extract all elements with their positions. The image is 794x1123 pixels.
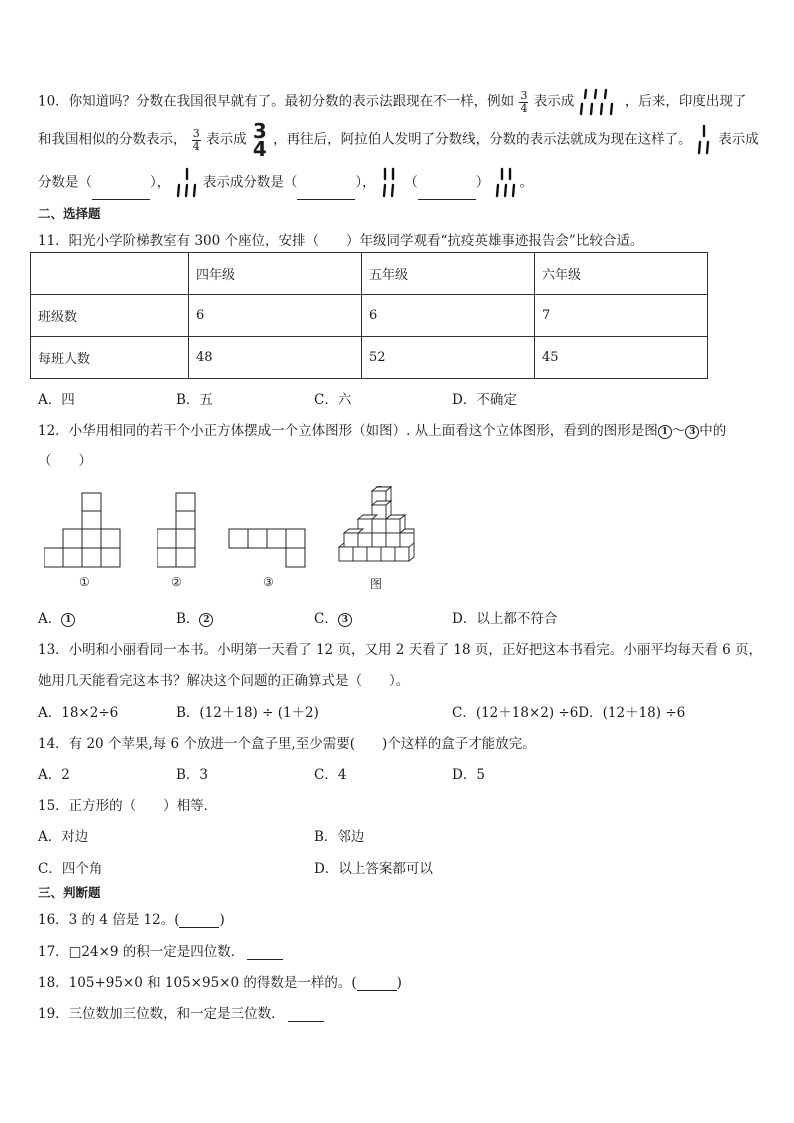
section-heading-choice: 二、选择题 — [38, 206, 101, 221]
indian-fraction-glyph — [252, 119, 267, 161]
q16-text: ) — [219, 912, 225, 928]
answer-blank[interactable] — [247, 945, 283, 960]
table-cell: 7 — [535, 295, 708, 337]
big-den: 4 — [252, 137, 267, 161]
table-cell: 班级数 — [31, 295, 189, 337]
table-cell: 6 — [189, 295, 362, 337]
figure-label-2: ② — [171, 575, 182, 589]
q10-text: 表示成 — [533, 93, 575, 110]
fraction-three-quarters — [519, 90, 528, 115]
question-13-line-1: 13．小明和小丽看同一本书。小明第一天看了 12 页，又用 2 天看了 18 页，正好把这本书看完。小丽平均每天看 6 页， — [38, 642, 763, 658]
q18-text: ) — [396, 975, 402, 991]
fraction-three-quarters — [192, 128, 201, 153]
question-10-line-2 — [38, 119, 759, 161]
question-12-stem — [38, 419, 726, 439]
big-num: 3 — [252, 119, 267, 143]
q10-text: 表示成分数是（ — [202, 174, 298, 191]
circled-number: 2 — [199, 613, 213, 627]
option-c[interactable]: C．4 — [314, 767, 347, 783]
table-cell: 52 — [362, 337, 535, 379]
section-heading-judge: 三、判断题 — [38, 885, 101, 900]
view-figure-2 — [157, 492, 199, 568]
option-b[interactable]: B．邻边 — [314, 829, 365, 845]
question-14-stem: 14．有 20 个苹果,每 6 个放进一个盒子里,至少需要( )个这样的盒子才能放完。 — [38, 736, 536, 752]
answer-blank[interactable] — [179, 913, 219, 928]
circled-number: 1 — [61, 613, 75, 627]
question-13-line-2: 她用几天能看完这本书？解决这个问题的正确算式是（ ）。 — [38, 673, 410, 689]
option-c-d[interactable]: C．(12＋18×2) ÷6D．(12＋18) ÷6 — [452, 705, 686, 721]
option-d[interactable]: D．5 — [452, 767, 485, 783]
q10-text: 表示成 — [718, 131, 759, 148]
q10-text: ） — [475, 174, 490, 191]
table-header-row — [31, 253, 708, 295]
view-figure-1 — [44, 492, 124, 568]
q18-text: 18．105+95×0 和 105×95×0 的得数是一样的。( — [38, 975, 357, 991]
answer-blank[interactable] — [297, 185, 355, 200]
cube-stack-3d-figure — [336, 486, 416, 570]
answer-blank[interactable] — [288, 1007, 324, 1022]
question-18 — [38, 971, 402, 991]
figure-label-3: ③ — [263, 575, 274, 589]
table-row — [31, 337, 708, 379]
table-cell: 48 — [189, 337, 362, 379]
ancient-fraction-glyph-icon — [579, 86, 621, 118]
option-d[interactable]: D．以上都不符合 — [452, 611, 558, 627]
option-b[interactable]: B．五 — [176, 392, 213, 408]
question-10-line-3 — [38, 166, 533, 200]
option-b[interactable]: B．3 — [176, 767, 209, 783]
q10-text: ）， — [150, 174, 171, 191]
answer-blank[interactable] — [92, 185, 150, 200]
view-figure-3 — [228, 528, 308, 570]
figure-label-main: 图 — [370, 577, 383, 591]
table-row — [31, 295, 708, 337]
option-c[interactable] — [314, 607, 352, 627]
option-label: B． — [176, 611, 200, 627]
circled-number: 3 — [685, 425, 699, 439]
table-cell: 五年级 — [362, 253, 535, 295]
q16-text: 16．3 的 4 倍是 12。( — [38, 912, 180, 928]
option-b[interactable]: B．(12＋18) ÷ (1＋2) — [176, 705, 319, 721]
ancient-fraction-glyph-icon — [493, 166, 519, 200]
q12-text: 12．小华用相同的若干个小正方体摆成一个立体图形（如图）. 从上面看这个立体图形，看到的图形是图 — [38, 423, 658, 439]
circled-number: 3 — [338, 613, 352, 627]
option-c[interactable]: C．六 — [314, 392, 352, 408]
option-d[interactable]: D．不确定 — [452, 392, 517, 408]
q17-text: 17．□24×9 的积一定是四位数． — [38, 944, 245, 960]
q12-text: ～ — [671, 423, 686, 439]
question-15-stem: 15．正方形的（ ）相等． — [38, 798, 218, 814]
table-cell: 6 — [362, 295, 535, 337]
frac-den: 4 — [192, 139, 200, 153]
question-11-stem: 11．阳光小学阶梯教室有 300 个座位，安排（ ）年级同学观看“抗疫英雄事迹报告会”比较合适。 — [38, 233, 644, 249]
option-label: C． — [314, 611, 338, 627]
q10-text: ）， — [355, 174, 376, 191]
q10-text: ，再往后，阿拉伯人发明了分数线，分数的表示法就成为现在这样了。 — [273, 131, 692, 148]
option-a[interactable]: A．对边 — [38, 829, 89, 845]
table-cell: 45 — [535, 337, 708, 379]
answer-blank[interactable] — [418, 185, 476, 200]
frac-num: 3 — [192, 126, 200, 140]
question-19 — [38, 1002, 324, 1022]
option-b[interactable] — [176, 607, 213, 627]
table-cell: 四年级 — [189, 253, 362, 295]
q10-text: 分数是（ — [38, 174, 92, 191]
q12-text: 中的 — [699, 423, 727, 439]
ancient-fraction-glyph-icon — [696, 123, 714, 157]
option-c[interactable]: C．四个角 — [38, 861, 103, 877]
question-17 — [38, 940, 283, 960]
frac-den: 4 — [520, 101, 528, 115]
q10-text: （ — [404, 174, 418, 191]
q10-text: ，后来，印度出现了 — [624, 93, 747, 110]
option-d[interactable]: D．以上答案都可以 — [314, 861, 433, 877]
table-cell — [31, 253, 189, 295]
q10-text: 。 — [519, 174, 533, 191]
q10-text: 表示成 — [206, 131, 247, 148]
option-a[interactable]: A．2 — [38, 767, 70, 783]
option-a[interactable]: A．四 — [38, 392, 75, 408]
q10-text: 和我国相似的分数表示， — [38, 131, 187, 148]
question-10-line-1 — [38, 86, 746, 118]
table-cell: 每班人数 — [31, 337, 189, 379]
figure-label-1: ① — [79, 575, 90, 589]
ancient-fraction-glyph-icon — [380, 166, 400, 200]
circled-number: 1 — [658, 425, 672, 439]
table-cell: 六年级 — [535, 253, 708, 295]
ancient-fraction-glyph-icon — [175, 166, 199, 200]
question-16 — [38, 908, 225, 928]
question-12-paren: （ ） — [38, 453, 92, 469]
frac-num: 3 — [520, 88, 528, 102]
option-a[interactable]: A．18×2÷6 — [38, 705, 119, 721]
q19-text: 19．三位数加三位数，和一定是三位数． — [38, 1006, 285, 1022]
option-a[interactable] — [38, 607, 75, 627]
option-label: A． — [38, 611, 62, 627]
class-size-table — [30, 252, 708, 379]
answer-blank[interactable] — [357, 976, 397, 991]
q10-text: 10．你知道吗？分数在我国很早就有了。最初分数的表示法跟现在不一样，例如 — [38, 93, 515, 110]
